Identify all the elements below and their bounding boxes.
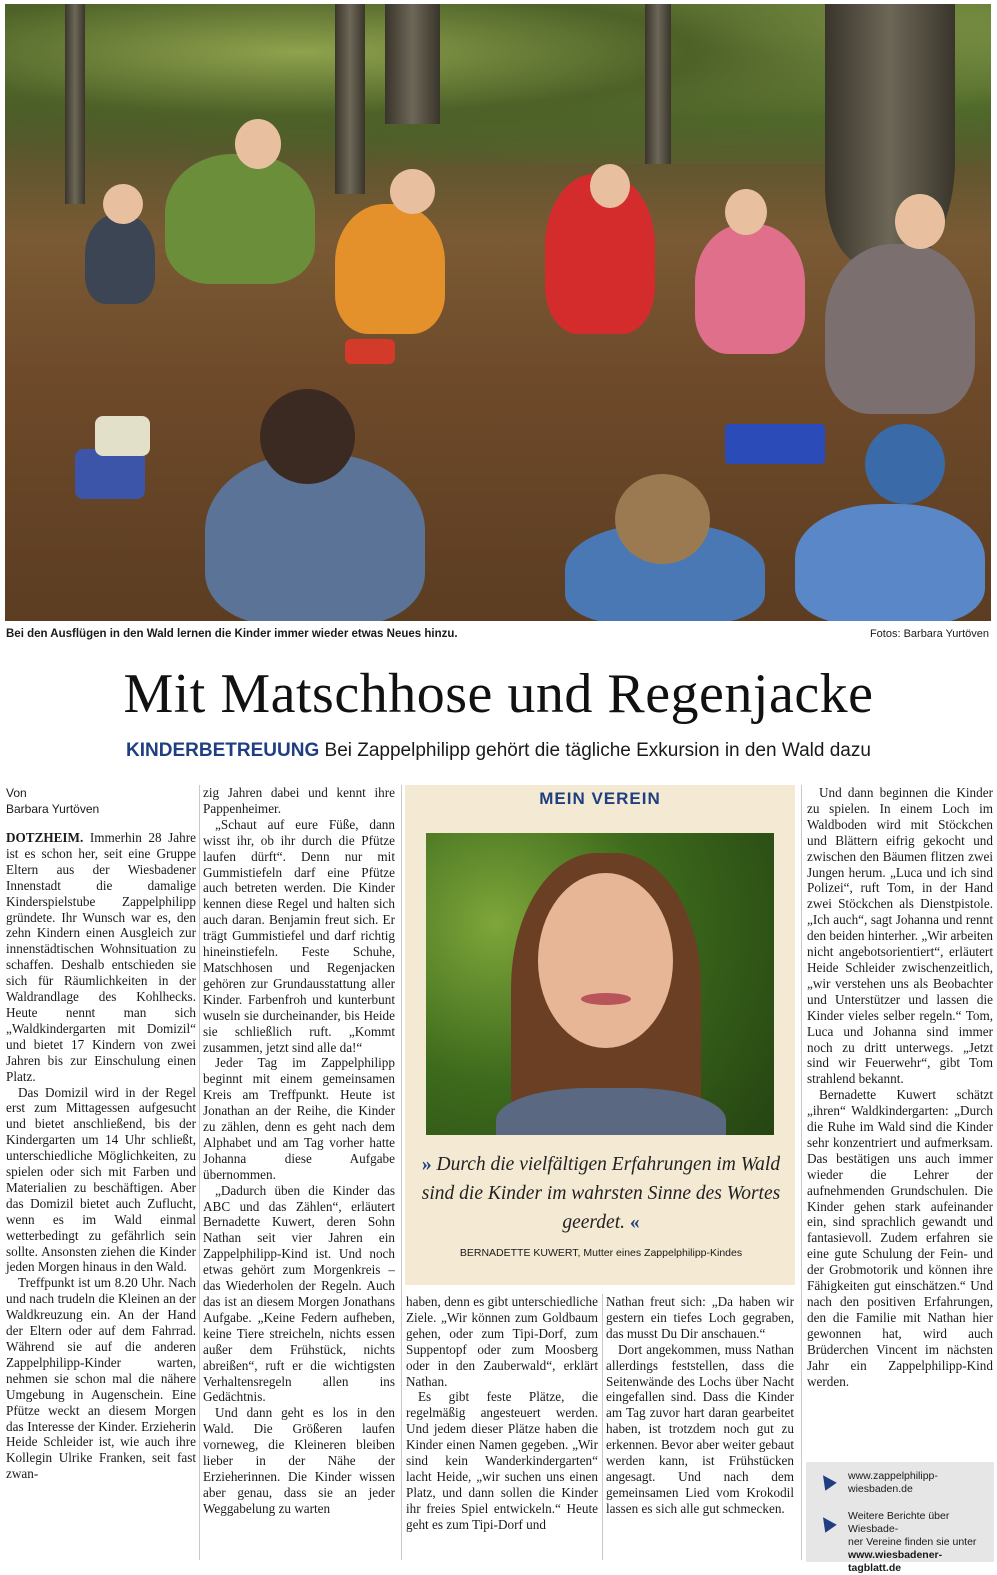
- quote-text: Durch die vielfältigen Erfahrungen im Wald sind die Kinder im wahrsten Sinne des Wortes geerdet.: [421, 1154, 781, 1233]
- quote-attribution: [415, 1247, 787, 1259]
- cursor-arrow-icon: [817, 1513, 836, 1532]
- zappelphilipp-link[interactable]: www.zappelphilipp- wiesbaden.de: [848, 1470, 938, 1495]
- paragraph: Dort angekommen, muss Nathan allerdings feststellen, dass die Seitenwände des Lochs über Nacht eingefallen sind. Dass die Kinder am Tag zuvor hart daran gearbeitet haben, ist trotzdem noch gut zu erkennen. Bevor aber weiter gebaut werden kann, ist Frühstücken angesagt. Und nach dem gemeinsamen Lied vom Krokodil lassen es sich alle gut schmecken.: [606, 1341, 794, 1516]
- pull-quote: [415, 1150, 787, 1237]
- photo-caption: Bei den Ausflügen in den Wald lernen die Kinder immer wieder etwas Neues hinzu.: [6, 628, 458, 640]
- paragraph: Und dann beginnen die Kinder zu spielen. In einem Loch im Waldboden wird mit Stöckchen und Blättern eifrig gekocht und zwischen den Bäumen flitzen zwei Jungen herum. „Luca und ich sind Polizei“, ruft Tom, in der Hand zwei Stöckchen als Dienstpistole. „Ich auch“, sagt Johanna und rennt den beiden hinterher. „Wir arbeiten nicht angebotsorientiert“, erläutert Heide Schleider zwischenzeitlich, „wir verstehen uns als Beobachter und Unterstützer und lassen die Kinder vieles selber regeln.“ Tom, Luca und Johanna sind immer noch zu dritt unterwegs. „Jetzt sind wir Feuerwehr“, gibt Tom strahlend bekannt.: [807, 785, 993, 1087]
- article-column-1: [6, 830, 196, 1482]
- more-reports-text: Weitere Berichte über Wiesbade- ner Vereine finden sie unter www.wiesbadener-tagblatt.de: [848, 1510, 977, 1574]
- subheadline-text: Bei Zappelphilipp gehört die tägliche Exkursion in den Wald dazu: [324, 740, 871, 761]
- paragraph: Nathan freut sich: „Da haben wir gestern ein tiefes Loch gegraben, das musst Du Dir anschauen.“: [606, 1294, 794, 1341]
- paragraph: haben, denn es gibt unterschiedliche Ziele. „Wir können zum Goldbaum gehen, oder zum Tipi-Dorf, zum Suppentopf oder zum Moosberg oder in den Zauberwald“, erklärt Nathan.: [406, 1294, 598, 1389]
- kicker: KINDERBETREUUNG: [126, 740, 320, 761]
- dateline: DOTZHEIM.: [6, 830, 84, 845]
- paragraph: Jeder Tag im Zappelphilipp beginnt mit einem gemeinsamen Kreis am Treffpunkt. Heute ist Jonathan an der Reihe, die Kinder zu zählen, denn es geht nach dem Alphabet und am Tag vorher hatte Johanna diese Aufgabe übernommen.: [203, 1055, 395, 1182]
- paragraph: Bernadette Kuwert schätzt „ihren“ Waldkindergarten: „Durch die Ruhe im Wald sind die Kinder sehr konzentriert und aufmerksam. Das bestätigen uns auch immer wieder die Lehrer der aufnehmenden Grundschulen. Die Kinder gehen stark aufeinander ein, sind sprachlich gewandt und fantasievoll. Zudem erfahren sie eine gute Schulung der Fein- und der Grobmotorik und können ihre Fähigkeiten gut einschätzen.“ Und nach den positiven Erfahrungen, den die Familie mit Nathan hier gewonnen hat, wird auch Brüderchen Vincent im nächsten Jahr ein Zappelphilipp-Kind werden.: [807, 1087, 993, 1389]
- cursor-arrow-icon: [817, 1471, 836, 1490]
- quote-close-mark: «: [629, 1212, 640, 1233]
- article-photo: [5, 4, 991, 621]
- paragraph: Das Domizil wird in der Regel erst zum Mittagessen aufgesucht und bietet anschließend, bis der Kindergarten um 14 Uhr schließt, unterschiedliche Möglichkeiten, zu spielen oder sich mit Farben und Materialien zu beschäftigen. Aber das Domizil bietet auch Zuflucht, wenn es im Wald einmal wetterbedingt zu gefährlich sein sollte. Ansonsten ziehen die Kinder jeden Morgen hinaus in den Wald.: [6, 1084, 196, 1275]
- portrait-photo: [426, 833, 774, 1135]
- byline-author: Barbara Yurtöven: [6, 802, 100, 816]
- article-column-4: [606, 1294, 794, 1517]
- byline-von: Von: [6, 786, 27, 800]
- paragraph: „Dadurch üben die Kinder das ABC und das Zählen“, erläutert Bernadette Kuwert, deren Sohn Nathan seit vier Jahren ein Zappelphilipp-Kind ist. Und noch etwas gehört zum Morgenkreis – das Wiederholen der Regeln. Auch das ist an diesem Morgen Jonathans Aufgabe. „Keine Federn aufheben, keine Tiere streicheln, nichts essen außer dem Frühstück, nichts abreißen“, ruft er die wichtigsten Verhaltensregeln allen ins Gedächtnis.: [203, 1182, 395, 1405]
- quote-role: Mutter eines Zappelphilipp-Kindes: [583, 1247, 743, 1259]
- quote-open-mark: »: [421, 1154, 432, 1175]
- byline: [6, 785, 196, 817]
- paragraph: zig Jahren dabei und kennt ihre Pappenheimer.: [203, 785, 395, 816]
- photo-credit: Fotos: Barbara Yurtöven: [869, 628, 989, 640]
- paragraph: DOTZHEIM. Immerhin 28 Jahre ist es schon her, seit eine Gruppe Eltern aus der Wiesbadener Innenstadt die damalige Kinderspielstube Zappelphilipp gründete. Ihr Wunsch war es, den zehn Kindern einen Ausgleich zur innenstädtischen Wohnsituation zu schaffen. Deshalb entschieden sie sich für Räumlichkeiten in der Waldrandlage des Kohlhecks. Heute nennt man sich „Waldkindergarten mit Domizil“ und bietet 17 Kindern von zwei Jahren bis zur Einschulung einen Platz.: [6, 830, 197, 1084]
- box-title: MEIN VEREIN: [539, 789, 661, 808]
- article-column-2: [203, 785, 395, 1517]
- paragraph: Treffpunkt ist um 8.20 Uhr. Nach und nach trudeln die Kleinen an der Waldkreuzung ein. An der Hand der Eltern oder auf dem Fahrrad. Während sie auf die anderen Zappelphilipp-Kinder warten, nehmen sie schon mal die nähere Umgebung in Augenschein. Eine Pfütze weckt an diesem Morgen das Interesse der Kinder. Erzieherin Heide Schleider ist, wie auch ihre Kollegin Ulrike Franken, seit fast zwan-: [6, 1275, 196, 1482]
- paragraph: „Schaut auf eure Füße, dann wisst ihr, ob ihr durch die Pfütze laufen dürft“. Denn nur mit Gummistiefeln darf eine Pfütze auch betreten werden. Die Kinder kennen diese Regel und halten sich auch daran. Benjamin freut sich. Er trägt Gummistiefel und darf richtig hineinstiefeln. Feste Schuhe, Matschhosen und Regenjacken gehören zur Grundausstattung aller Kinder. Farbenfroh und kunterbunt wuseln sie durcheinander, bis Heide sie schließlich ruft. „Kommt zusammen, jetzt sind alle da!“: [203, 816, 395, 1055]
- tagblatt-link[interactable]: www.wiesbadener-tagblatt.de: [848, 1549, 943, 1574]
- headline: Mit Matschhose und Regenjacke: [123, 663, 874, 725]
- article-column-3: [406, 1294, 598, 1533]
- quote-name: BERNADETTE KUWERT,: [459, 1247, 581, 1259]
- paragraph: Es gibt feste Plätze, die regelmäßig angesteuert werden. Und jedem dieser Plätze haben die Kinder einen Namen gegeben. „Wir sind kein Wanderkindergarten“ lacht Heide, „wir suchen uns einen Platz, und dann sollen die Kinder ihr freies Spiel entwickeln.“ Heute geht es zum Tipi-Dorf und: [406, 1389, 598, 1532]
- subheadline: [0, 740, 997, 762]
- paragraph: Und dann geht es los in den Wald. Die Größeren laufen vorneweg, die Kleineren bleiben lieber in der Nähe der Erzieherinnen. Die Kinder wissen aber genau, dass sie an jeder Weggabelung zu warten: [203, 1405, 395, 1516]
- article-column-5: [807, 785, 993, 1389]
- link-box: [806, 1462, 994, 1574]
